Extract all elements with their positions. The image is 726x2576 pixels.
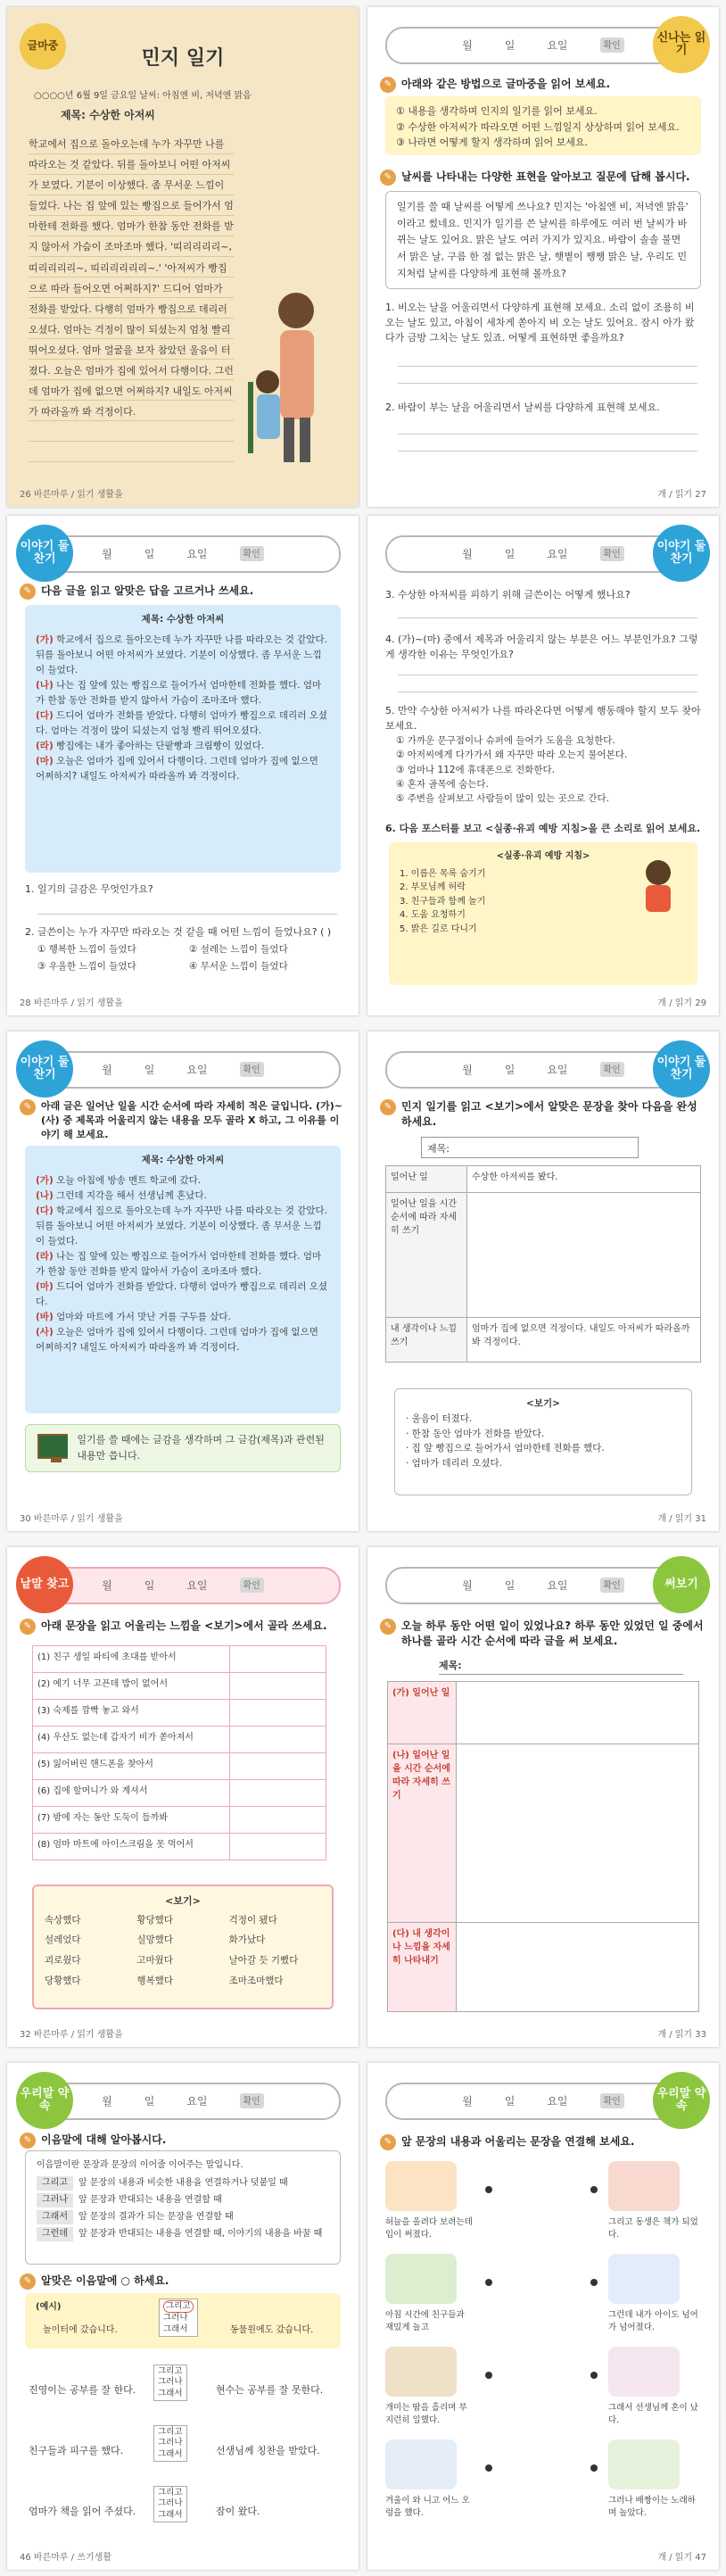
row-value[interactable]: 엄마가 집에 없으면 걱정이다. 내일도 아저씨가 따라올까 봐 걱정이다. (467, 1318, 701, 1363)
safety-poster: <실종·유괴 예방 지침> 1. 이름은 목록 숨기기 2. 부모님께 허락 3. 친구들과 함께 놀기 4. 도움 요청하기 5. 밝은 길로 다니기 (389, 842, 697, 985)
right-picture (608, 2254, 680, 2304)
subject-box: 제목: (421, 1137, 639, 1158)
example-box: (예시) 놀이터에 갔습니다. 그리고 그러나 그래서 동물원에도 갔습니다. (25, 2293, 341, 2348)
match-dot[interactable] (485, 2186, 492, 2193)
exercise-2: 친구들과 피구를 했다. 그리고 그러나 그래서 선생님께 칭찬을 받았다. (29, 2425, 337, 2475)
sub-question-2: 2. 바람이 부는 날을 어울리면서 날씨를 다양하게 표현해 보세요. (385, 402, 660, 413)
date-header: 월 일 요일 확인 (25, 1567, 341, 1604)
sub-question-1: 1. 일기의 글감은 무엇인가요? (25, 883, 153, 895)
page-46 (7, 2063, 359, 2570)
question: ✎ 민지 일기를 읽고 <보기>에서 알맞은 문장을 찾아 다음을 완성 하세요. (380, 1099, 706, 1131)
left-sentence: 개미는 땀을 흘리며 부지런히 일했다. (385, 2403, 467, 2425)
page-tag-badge: 이야기 둘찬기 (653, 1040, 710, 1097)
right-picture (608, 2347, 680, 2397)
pencil-icon: ✎ (380, 1619, 396, 1635)
right-picture (608, 2439, 680, 2489)
date-header: 월 일 요일 확인 (385, 2083, 701, 2120)
date-header: 월 일 요일 확인 (385, 1051, 701, 1089)
check-badge: 확인 (600, 37, 624, 53)
question: ✎ 다음 글을 읽고 알맞은 답을 고르거나 쓰세요. (20, 584, 346, 600)
matching-pair (385, 2347, 701, 2436)
story-box: 제목: 수상한 아저씨 (가) 오늘 아침에 방송 멘트 학교에 갔다. (나) 그런데 지각을 해서 선생님께 혼났다. (다) 학교에서 집으로 돌아오는데 누가 자꾸만 나를 따라오는 것 같았다. 뒤를 돌아보니 어떤 아저씨가 보였다. 기분이 이상했다. 좀 무서운 느낌이 들었다. (라) 나는 집 앞에 있는 빵집으로 들어가서 엄마한테 전화를 했다. 엄마가 한참 동안 전화를 받지 않아서 가슴이 조마조마 했다. (마) 드디어 엄마가 전화를 받았다. 다행히 엄마가 빵집으로 데리러 오셨다. (바) 엄마와 마트에 가서 맛난 거를 구두를 샀다. (사) 오늘은 엄마가 집에 있어서 다행이다. 그런데 엄마가 집에 없으면 어쩌하지? 내일도 아저씨가 따라올까 봐 걱정이다. (25, 1146, 341, 1413)
left-sentence: 허늘을 올려다 보려는데 입이 써졌다. (385, 2217, 473, 2240)
page-footer: 46 바른마루 / 쓰기생활 (20, 2553, 111, 2563)
pencil-icon: ✎ (380, 77, 396, 93)
bogi-box: <보기> 속상했다 황당했다 걱정이 됐다 설레었다 실망했다 화가났다 괴로웠다 고마웠다 날아갈 듯 기뻤다 당황했다 행복했다 조마조마했다 (32, 1884, 334, 2009)
option[interactable]: ① 행복한 느낌이 들었다 (37, 944, 136, 955)
left-picture (385, 2161, 457, 2211)
pencil-icon: ✎ (20, 1619, 36, 1635)
page-footer: 26 바른마루 / 읽기 생활을 (20, 490, 123, 500)
pencil-icon: ✎ (20, 2133, 36, 2149)
mother-and-child-illustration (241, 275, 348, 480)
page-footer: 32 바른마루 / 읽기 생활을 (20, 2030, 123, 2040)
bogi-box: <보기> · 울음이 터졌다. · 한참 동안 엄마가 전화를 받았다. · 집 앞 빵집으로 들어가서 엄마한테 전화를 했다. · 엄마가 데리러 오셨다. (394, 1388, 692, 1495)
diary-date-line: ○○○○년 6월 9일 금요일 날씨: 아침엔 비, 저녁엔 맑음 (34, 91, 252, 101)
feeling-table: (1) 친구 생일 파티에 초대를 받아서 (2) 예기 너무 고픈데 밥이 없어서 (3) 숙제를 깜빡 놓고 와서 (4) 우산도 없는데 갑자기 비가 쏟아져서 (5) 잃어버린 핸드폰을 찾아서 (6) 집에 할머니가 와 계셔서 (7) 밤에 자는 동안 도둑이 들까봐 (8) 엄마 마트에 아이스크림을 못 먹어서 (32, 1645, 326, 1860)
date-header: 월 일 요일 확인 (25, 2083, 341, 2120)
sub-question-3: 3. 수상한 아저씨를 피하기 위해 글쓴이는 어떻게 했나요? (385, 589, 631, 601)
question: ✎ 아래 글은 일어난 일을 시간 순서에 따라 자세히 적은 글입니다. (가)~(사) 중 제목과 어울리지 않는 내용을 모두 골라 X 하고, 그 이유를 이야기 해 보세요. (20, 1099, 346, 1142)
exercise-1: 진영이는 공부를 잘 한다. 그리고 그러나 그래서 현수는 공부를 잘 못한다. (29, 2365, 337, 2414)
right-picture (608, 2161, 680, 2211)
answer-lines (398, 350, 697, 384)
matching-pair (385, 2161, 701, 2250)
page-tag-badge: 이야기 둘찬기 (16, 525, 73, 582)
answer-lines (398, 658, 697, 692)
pencil-icon: ✎ (380, 1099, 396, 1115)
page-footer: 개 / 읽기 31 (657, 1514, 706, 1524)
page-footer: 개 / 읽기 33 (657, 2030, 706, 2040)
page-tag-badge: 이야기 둘찬기 (16, 1040, 73, 1097)
page-31 (367, 1031, 719, 1531)
sub-question-1: 1. 비오는 날을 어울리면서 다양하게 표현해 보세요. 소리 없이 조용히 비오는 날도 있고, 아침이 세차게 쏟아지 비 오는 날도 있어요. 잠시 아가 왔다가 금방 그치는 날도 있죠. 어떻게 표현하면 좋을까요? (385, 302, 695, 344)
question-1: ✎ 아래와 같은 방법으로 글마중을 읽어 보세요. (380, 77, 706, 93)
left-sentence: 겨울이 와 니고 어느 오렁을 했다. (385, 2496, 470, 2518)
date-header: 월 일 요일 확인 (25, 1051, 341, 1089)
weather-info-box: 일기를 쓸 때 날씨를 어떻게 쓰나요? 민지는 '아침엔 비, 저녁엔 맑음' 이라고 썼네요. 민지가 일기를 쓴 날씨를 하루에도 여러 번 날씨가 바뀌는 날도 있어요. 맑은 날도 여러 가지가 있지요. 바람이 솔솔 불면서 맑은 날, 구름 한 점 없는 맑은 날, 햇볕이 쨍쨍 맑은 날, 우리도 민지처럼 날씨를 다양하게 표현해 볼까요? (385, 191, 701, 289)
right-sentence: 그래서 선생님께 혼이 났다. (608, 2403, 698, 2425)
options-grid (37, 942, 341, 973)
pencil-icon: ✎ (20, 1099, 36, 1115)
child-illustration (631, 855, 685, 917)
option[interactable]: ④ 무서운 느낌이 들었다 (189, 961, 288, 972)
option[interactable]: ③ 우울한 느낌이 들었다 (37, 961, 136, 972)
right-sentence: 그리고 동생은 책가 되었다. (608, 2217, 698, 2240)
row-head: 내 생각이나 느낌 쓰기 (386, 1318, 467, 1363)
diary-structure-table (385, 1165, 701, 1363)
page-footer: 30 바른마루 / 읽기 생활을 (20, 1514, 123, 1524)
answer-lines (398, 418, 697, 451)
page-47 (367, 2063, 719, 2570)
pencil-icon: ✎ (20, 584, 36, 600)
question-1: ✎ 이음말에 대해 알아봅시다. (20, 2133, 166, 2149)
question-2: ✎ 알맞은 이음말에 ○ 하세요. (20, 2274, 169, 2290)
page-tag-badge: 우리말 약속 (16, 2072, 73, 2129)
tip-note: 일기를 쓸 때에는 글감을 생각하며 그 글감(제목)과 관련된 내용만 씁니다. (25, 1424, 341, 1472)
match-dot[interactable] (590, 2372, 598, 2379)
pencil-icon: ✎ (380, 2134, 396, 2150)
writing-table: (가) 일어난 일 (나) 일어난 일을 시간 순서에 따라 자세히 쓰기 (다) 내 생각이나 느낌을 자세히 나타내기 (387, 1681, 699, 2012)
option[interactable]: ② 설레는 느낌이 들었다 (189, 944, 288, 955)
blackboard-icon (37, 1433, 68, 1463)
pencil-icon: ✎ (380, 170, 396, 186)
page-28 (7, 516, 359, 1015)
left-picture (385, 2347, 457, 2397)
page-29 (367, 516, 719, 1015)
date-header: 월 일 요일 확인 (25, 535, 341, 573)
sub-question-2: 2. 글쓴이는 누가 자꾸만 따라오는 것 같을 때 어떤 느낌이 들었나요? ( ) (25, 926, 332, 938)
right-sentence: 그러나 배짱이는 노래하며 놀았다. (608, 2496, 696, 2518)
page-30 (7, 1031, 359, 1531)
left-picture (385, 2439, 457, 2489)
page-27 (367, 7, 719, 507)
date-header: 월 일 요일 확인 (385, 1567, 701, 1604)
sub-question-6: 6. 다음 포스터를 보고 <실종·유괴 예방 지침>을 큰 소리로 읽어 보세요. (385, 823, 701, 834)
page-footer: 28 바른마루 / 읽기 생활을 (20, 998, 123, 1008)
row-head: 일어난 일을 시간 순서에 따라 자세히 쓰기 (386, 1193, 467, 1318)
page-tag-badge: 신나는 읽기 (653, 16, 710, 73)
right-sentence: 그런데 내가 아이도 넘어가 넘어졌다. (608, 2310, 698, 2332)
page-tag-badge: 글마중 (20, 23, 66, 70)
match-dot[interactable] (485, 2464, 492, 2472)
left-sentence: 아침 시간에 친구들과 재밌게 놀고 (385, 2310, 465, 2332)
row-head: 일어난 일 (386, 1166, 467, 1193)
match-dot[interactable] (485, 2372, 492, 2379)
pencil-icon: ✎ (20, 2274, 36, 2290)
sub-question-4: 4. (가)~(마) 중에서 제목과 어울리지 않는 부분은 어느 부분인가요? 그렇게 생각한 이유는 무엇인가요? (385, 634, 698, 661)
reading-methods-box: ① 내용을 생각하며 인지의 일기를 읽어 보세요. ② 수상한 아저씨가 따라오면 어떤 느낌일지 상상하며 읽어 보세요. ③ 나라면 어떻게 할지 생각하며 읽어 보세요. (385, 96, 701, 155)
page-footer: 개 / 읽기 27 (657, 490, 706, 500)
sub-question-5: 5. 만약 수상한 아저씨가 나를 따라온다면 어떻게 행동해야 할지 모두 찾아 보세요. (385, 705, 701, 733)
answer-line (37, 898, 337, 915)
answer-line (398, 601, 697, 618)
matching-pair (385, 2254, 701, 2343)
diary-subject: 제목: 수상한 아저씨 (61, 109, 155, 121)
page-26 (7, 7, 359, 507)
question: ✎ 아래 문장을 읽고 어울리는 느낌을 <보기>에서 골라 쓰세요. (20, 1619, 346, 1635)
match-dot[interactable] (590, 2186, 598, 2193)
date-header: 월 일 요일 확인 (385, 535, 701, 573)
date-header: 월 일 요일 확인 (385, 27, 701, 64)
page-33 (367, 1547, 719, 2047)
match-dot[interactable] (590, 2279, 598, 2286)
story-box: 제목: 수상한 아저씨 (가) 학교에서 집으로 돌아오는데 누가 자꾸만 나를 따라오는 것 같았다. 뒤를 돌아보니 어떤 아저씨가 보였다. 기분이 이상했다. 좀 무서운 느낌이 들었다. (나) 나는 집 앞에 있는 빵집으로 들어가서 엄마한테 전화를 했다. 엄마가 한참 동안 전화를 받지 않아서 가슴이 조마조마 했다. (다) 드디어 엄마가 전화를 받았다. 다행히 엄마가 빵집으로 데리러 오셨다. 엄마는 걱정이 많이 되셨는지 엄청 빨리 뛰어오셨다. (라) 빵집에는 내가 좋아하는 단팥빵과 크림빵이 있었다. (마) 오늘은 엄마가 집에 있어서 다행이다. 그런데 엄마가 집에 없으면 어쩌하지? 내일도 아저씨가 따라올까 봐 걱정이다. (25, 605, 341, 873)
question: ✎ 앞 문장의 내용과 어울리는 문장을 연결해 보세요. (380, 2134, 706, 2150)
sub-question-5-options: ① 가까운 문구점이나 슈퍼에 들어가 도움을 요청한다. ② 아저씨에게 다가가서 왜 자꾸만 따라 오는지 물어본다. ③ 엄마나 112에 휴대폰으로 전화한다. ④ 혼자 골목에 숨는다. ⑤ 주변을 살펴보고 사람들이 많이 있는 곳으로 간다. (396, 735, 628, 805)
question-2: ✎ 날씨를 나타내는 다양한 표현을 알아보고 질문에 답해 봅시다. (380, 170, 706, 186)
subject-line: 제목: (439, 1658, 683, 1675)
left-picture (385, 2254, 457, 2304)
exercise-3: 엄마가 책을 읽어 주셨다. 그리고 그러나 그래서 잠이 왔다. (29, 2486, 337, 2536)
page-tag-badge: 이야기 둘찬기 (653, 525, 710, 582)
row-value[interactable]: 수상한 아저씨를 봤다. (467, 1166, 701, 1193)
question: ✎ 오늘 하루 동안 어떤 일이 있었나요? 하루 동안 있었던 일 중에서 하나를 골라 시간 순서에 따라 글을 써 보세요. (380, 1619, 706, 1650)
diary-body: 학교에서 집으로 돌아오는데 누가 자꾸만 나를 따라오는 것 같았다. 뒤를 돌아보니 어떤 아저씨가 보였다. 기분이 이상했다. 좀 무서운 느낌이 들었다. 나는 집 앞에 있는 빵집으로 들어가서 엄마한테 전화를 했다. 엄마가 한참 동안 전화를 받지 않아서 가슴이 조마조마 했다. '띠리리리리~, 띠리리리리~, 띠리리리리리~.' '아저씨가 빵집으로 따라 들어오면 어쩌하지?' 드디어 엄마가 전화를 받았다. 다행히 엄마가 빵집으로 데리러 오셨다. 엄마는 걱정이 많이 되셨는지 엄청 빨리 뛰어오셨다. 엄마 얼굴을 보자 참았던 울음이 터졌다. 오늘은 엄마가 집에 있어서 다행이다. 그런데 엄마가 집에 없으면 어쩌하지? 내일도 아저씨가 따라올까 봐 걱정이다. (29, 134, 234, 473)
page-tag-badge: 낱말 찾고 (16, 1556, 73, 1613)
page-footer: 개 / 읽기 47 (657, 2553, 706, 2563)
connector-definitions: 이음말이란 문장과 문장의 이어줄 이어주는 말입니다. 그리고 앞 문장의 내용과 비슷한 내용을 연결하거나 덧붙일 때 그러나 앞 문장과 반대되는 내용을 연결할 때 그래서 앞 문장의 결과가 되는 문장을 연결할 때 그런데 앞 문장과 반대되는 내용을 연결할 때, 이야기의 내용을 바꿀 때 (25, 2150, 341, 2265)
page-tag-badge: 써보기 (653, 1556, 710, 1613)
match-dot[interactable] (590, 2464, 598, 2472)
page-32 (7, 1547, 359, 2047)
page-title: 민지 일기 (141, 47, 225, 70)
page-tag-badge: 우리말 약속 (653, 2072, 710, 2129)
row-value[interactable] (467, 1193, 701, 1318)
matching-pair (385, 2439, 701, 2529)
match-dot[interactable] (485, 2279, 492, 2286)
page-footer: 개 / 읽기 29 (657, 998, 706, 1008)
